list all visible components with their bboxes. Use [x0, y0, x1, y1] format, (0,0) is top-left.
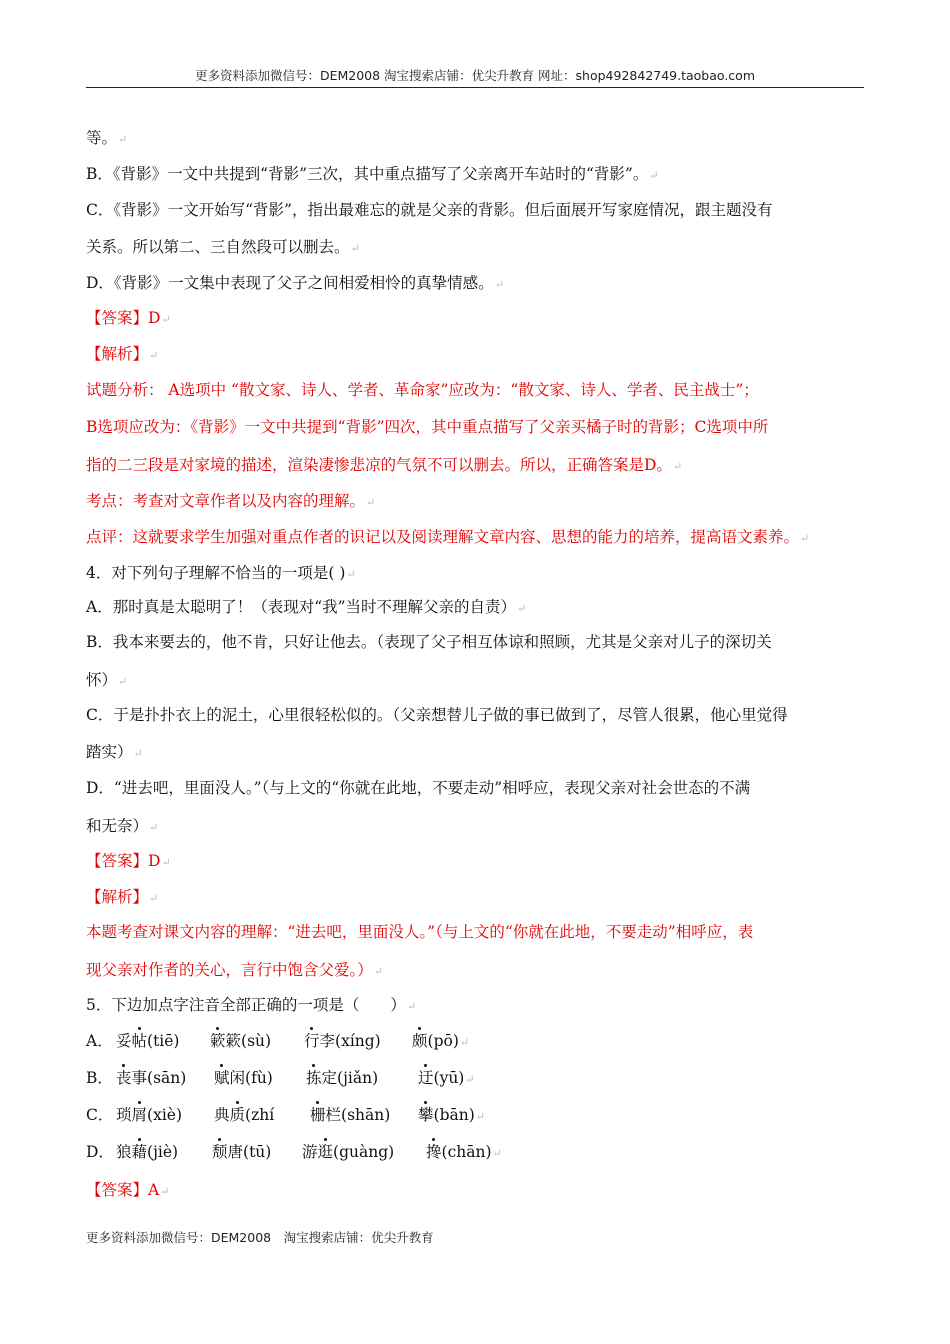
- answer-label: 【答案】D↵: [86, 309, 171, 327]
- analysis-text: 现父亲对作者的关心，言行中饱含父爱。）↵: [86, 961, 383, 979]
- text-line: 关系。所以第二、三自然段可以删去。↵: [86, 238, 360, 256]
- question-5: 5．下边加点字注音全部正确的一项是（ ）↵: [86, 996, 417, 1014]
- text-line: 等。↵: [86, 129, 128, 147]
- analysis-label: 【解析】↵: [86, 345, 159, 363]
- analysis-text: 本题考查对课文内容的理解：“进去吧，里面没人。”（与上文的“你就在此地，不要走动”相呼应，表: [86, 923, 754, 941]
- analysis-label: 【解析】↵: [86, 888, 159, 906]
- analysis-text: 试题分析： A选项中 “散文家、诗人、学者、革命家”应改为：“散文家、诗人、学者、民主战士”；: [86, 381, 759, 399]
- option-c: C．于是扑扑衣上的泥土，心里很轻松似的。（父亲想替儿子做的事已做到了，尽管人很累，他心里觉得: [86, 706, 788, 724]
- comment: 点评：这就要求学生加强对重点作者的识记以及阅读理解文章内容、思想的能力的培养，提高语文素养。↵: [86, 528, 810, 546]
- header-divider: [86, 87, 864, 88]
- text-line: 怀）↵: [86, 671, 128, 689]
- page-footer: 更多资料添加微信号：DEM2008 淘宝搜索店铺：优尖升教育: [86, 1230, 434, 1245]
- option-d: D．“进去吧，里面没人。”（与上文的“你就在此地，不要走动”相呼应，表现父亲对社会世态的不满: [86, 779, 751, 797]
- option-a: A．那时真是太聪明了！（表现对“我”当时不理解父亲的自责）↵: [86, 598, 527, 616]
- answer-label: 【答案】D↵: [86, 852, 171, 870]
- option-b: B．《背影》一文中共提到“背影”三次，其中重点描写了父亲离开车站时的“背影”。↵: [86, 165, 659, 183]
- answer-label: 【答案】A↵: [86, 1181, 170, 1199]
- option-b: B．我本来要去的，他不肯，只好让他去。（表现了父子相互体谅和照顾，尤其是父亲对儿子的深切关: [86, 633, 772, 651]
- text-line: 踏实）↵: [86, 743, 143, 761]
- analysis-text: B选项应改为：《背影》一文中共提到“背影”四次，其中重点描写了父亲买橘子时的背影；C选项中所: [86, 418, 769, 436]
- question-4: 4．对下列句子理解不恰当的一项是( )↵: [86, 564, 356, 582]
- test-point: 考点：考查对文章作者以及内容的理解。↵: [86, 492, 376, 510]
- option-d: D．《背影》一文集中表现了父子之间相爱相怜的真挚情感。↵: [86, 274, 504, 292]
- analysis-text: 指的二三段是对家境的描述，渲染凄惨悲凉的气氛不可以删去。所以，正确答案是D。↵: [86, 456, 683, 474]
- option-c: C．《背影》一文开始写“背影”，指出最难忘的就是父亲的背影。但后面展开写家庭情况，跟主题没有: [86, 201, 773, 219]
- page-header: 更多资料添加微信号：DEM2008 淘宝搜索店铺：优尖升教育 网址：shop492842749.taobao.com: [194, 68, 756, 83]
- text-line: 和无奈）↵: [86, 817, 159, 835]
